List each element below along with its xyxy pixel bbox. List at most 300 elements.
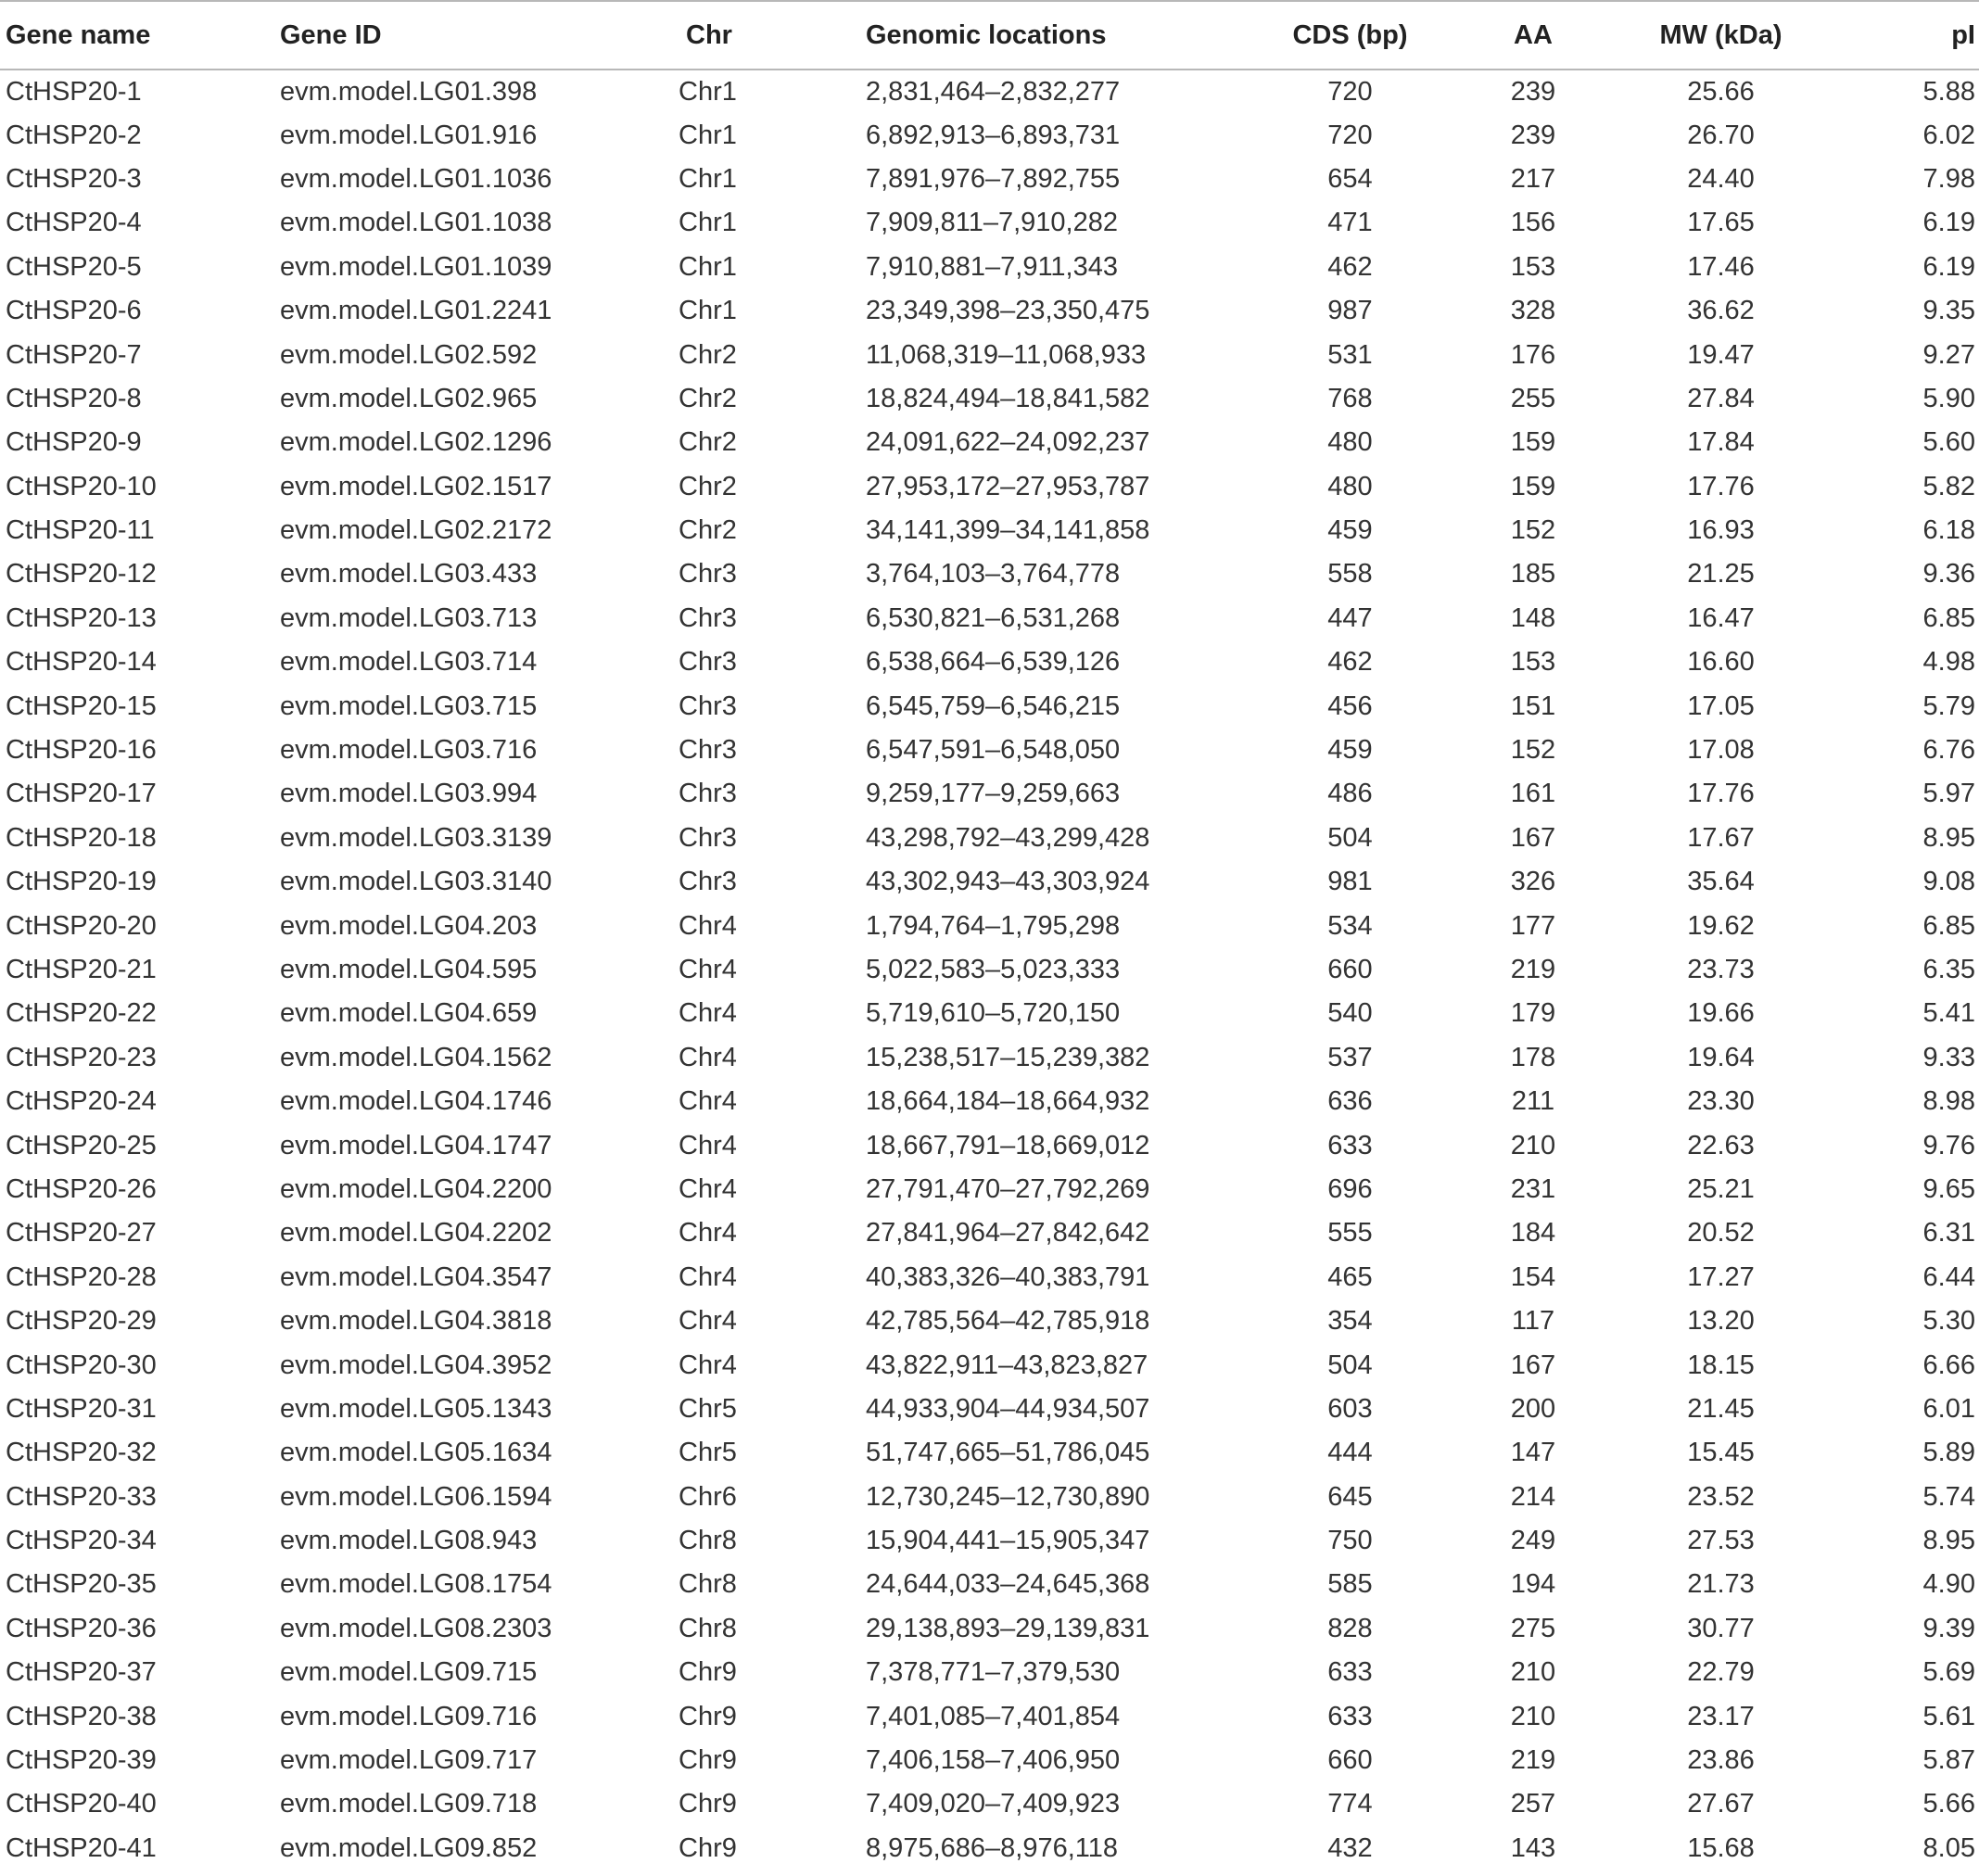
cell-gene-name: CtHSP20-33: [6, 1481, 157, 1512]
cell-gene-id: evm.model.LG04.1562: [280, 1042, 552, 1072]
cell-gene-name: CtHSP20-3: [6, 163, 142, 194]
header-row: [0, 1, 1979, 70]
cell-genomic-location: 40,383,326–40,383,791: [866, 1261, 1150, 1292]
table-row: [0, 333, 1979, 376]
cell-genomic-location: 7,401,085–7,401,854: [866, 1701, 1121, 1731]
header-chr: Chr: [686, 19, 732, 50]
cell-mw: 27.84: [1687, 383, 1755, 413]
cell-aa: 257: [1510, 1789, 1556, 1819]
cell-genomic-location: 7,378,771–7,379,530: [866, 1657, 1121, 1688]
cell-genomic-location: 6,545,759–6,546,215: [866, 691, 1121, 721]
cell-aa: 161: [1510, 779, 1556, 809]
table-row: [0, 1343, 1979, 1387]
cell-aa: 328: [1510, 296, 1556, 326]
cell-gene-id: evm.model.LG03.3139: [280, 822, 552, 853]
cell-gene-id: evm.model.LG02.592: [280, 339, 538, 370]
cell-gene-id: evm.model.LG01.1039: [280, 251, 552, 282]
cell-pi: 9.39: [1922, 1613, 1975, 1643]
cell-aa: 275: [1510, 1613, 1556, 1643]
cell-mw: 16.93: [1687, 515, 1755, 546]
cell-gene-id: evm.model.LG02.1517: [280, 471, 552, 501]
cell-genomic-location: 43,298,792–43,299,428: [866, 822, 1150, 853]
cell-chr: Chr4: [679, 1218, 737, 1249]
table-row: [0, 70, 1979, 113]
cell-pi: 9.36: [1922, 559, 1975, 589]
cell-aa: 177: [1510, 910, 1556, 941]
cell-gene-name: CtHSP20-11: [6, 515, 155, 546]
cell-chr: Chr9: [679, 1701, 737, 1731]
cell-mw: 22.79: [1687, 1657, 1755, 1688]
cell-gene-name: CtHSP20-9: [6, 427, 142, 458]
cell-mw: 17.46: [1687, 251, 1755, 282]
cell-pi: 5.88: [1922, 76, 1975, 107]
cell-gene-name: CtHSP20-40: [6, 1789, 157, 1819]
cell-genomic-location: 44,933,904–44,934,507: [866, 1393, 1150, 1424]
table-row: [0, 1256, 1979, 1299]
table-row: [0, 1211, 1979, 1255]
cell-gene-name: CtHSP20-18: [6, 822, 157, 853]
cell-mw: 21.73: [1687, 1569, 1755, 1600]
cell-gene-id: evm.model.LG01.1038: [280, 208, 552, 238]
cell-aa: 152: [1510, 515, 1556, 546]
cell-mw: 26.70: [1687, 120, 1755, 150]
table-row: [0, 113, 1979, 157]
cell-pi: 6.76: [1922, 735, 1975, 766]
cell-gene-id: evm.model.LG04.1747: [280, 1130, 552, 1160]
cell-pi: 6.85: [1922, 602, 1975, 633]
cell-mw: 22.63: [1687, 1130, 1755, 1160]
cell-genomic-location: 43,302,943–43,303,924: [866, 867, 1150, 897]
cell-gene-name: CtHSP20-12: [6, 559, 157, 589]
cell-gene-name: CtHSP20-21: [6, 955, 157, 984]
cell-mw: 17.65: [1687, 208, 1755, 238]
cell-mw: 17.08: [1687, 735, 1755, 766]
table-row: [0, 948, 1979, 992]
cell-chr: Chr4: [679, 1261, 737, 1292]
cell-pi: 6.66: [1922, 1350, 1975, 1380]
cell-genomic-location: 2,831,464–2,832,277: [866, 76, 1121, 107]
table-row: [0, 1827, 1979, 1870]
table-row: [0, 904, 1979, 947]
table-row: [0, 1782, 1979, 1826]
cell-gene-id: evm.model.LG04.1746: [280, 1086, 552, 1117]
cell-aa: 176: [1510, 339, 1556, 370]
table-row: [0, 246, 1979, 289]
cell-genomic-location: 5,719,610–5,720,150: [866, 998, 1121, 1029]
cell-genomic-location: 6,538,664–6,539,126: [866, 647, 1121, 678]
cell-mw: 17.27: [1687, 1261, 1755, 1292]
cell-gene-name: CtHSP20-26: [6, 1173, 157, 1204]
cell-genomic-location: 34,141,399–34,141,858: [866, 515, 1150, 546]
cell-pi: 5.61: [1922, 1701, 1975, 1731]
cell-pi: 5.74: [1922, 1481, 1975, 1512]
cell-chr: Chr3: [679, 647, 737, 678]
cell-gene-name: CtHSP20-34: [6, 1526, 157, 1556]
cell-mw: 27.67: [1687, 1789, 1755, 1819]
cell-chr: Chr9: [679, 1745, 737, 1776]
header-gene-id: Gene ID: [280, 19, 382, 50]
cell-cds: 465: [1327, 1261, 1373, 1292]
cell-genomic-location: 1,794,764–1,795,298: [866, 910, 1121, 941]
cell-genomic-location: 18,664,184–18,664,932: [866, 1086, 1150, 1117]
cell-mw: 25.21: [1687, 1173, 1755, 1204]
table-header: [0, 1, 1979, 70]
cell-chr: Chr4: [679, 1130, 737, 1160]
cell-gene-name: CtHSP20-27: [6, 1218, 157, 1249]
cell-gene-id: evm.model.LG01.2241: [280, 296, 552, 326]
cell-cds: 504: [1327, 1350, 1373, 1380]
table-row: [0, 1739, 1979, 1782]
cell-cds: 981: [1327, 867, 1373, 897]
cell-pi: 6.19: [1922, 251, 1975, 282]
cell-chr: Chr2: [679, 339, 737, 370]
cell-chr: Chr6: [679, 1481, 737, 1512]
cell-aa: 255: [1510, 383, 1556, 413]
header-pi: pI: [1951, 19, 1975, 50]
table-row: [0, 1388, 1979, 1431]
cell-cds: 480: [1327, 427, 1373, 458]
cell-aa: 194: [1510, 1569, 1556, 1600]
cell-genomic-location: 15,238,517–15,239,382: [866, 1042, 1150, 1072]
cell-aa: 239: [1510, 76, 1556, 107]
cell-mw: 15.68: [1687, 1832, 1755, 1863]
cell-pi: 7.98: [1922, 163, 1975, 194]
cell-aa: 184: [1510, 1218, 1556, 1249]
table-row: [0, 1519, 1979, 1563]
cell-pi: 5.69: [1922, 1657, 1975, 1688]
cell-pi: 5.79: [1922, 691, 1975, 721]
cell-gene-name: CtHSP20-31: [6, 1393, 157, 1424]
cell-pi: 9.27: [1922, 339, 1975, 370]
cell-chr: Chr3: [679, 602, 737, 633]
cell-cds: 750: [1327, 1526, 1373, 1556]
cell-cds: 462: [1327, 647, 1373, 678]
cell-cds: 534: [1327, 910, 1373, 941]
cell-cds: 633: [1327, 1130, 1373, 1160]
cell-genomic-location: 7,909,811–7,910,282: [866, 208, 1119, 238]
cell-chr: Chr4: [679, 910, 737, 941]
cell-gene-id: evm.model.LG04.3547: [280, 1261, 552, 1292]
cell-cds: 603: [1327, 1393, 1373, 1424]
cell-mw: 20.52: [1687, 1218, 1755, 1249]
cell-aa: 211: [1511, 1086, 1555, 1117]
cell-pi: 9.33: [1922, 1042, 1975, 1072]
cell-genomic-location: 7,891,976–7,892,755: [866, 163, 1121, 194]
cell-pi: 5.82: [1922, 471, 1975, 501]
cell-genomic-location: 7,409,020–7,409,923: [866, 1789, 1121, 1819]
cell-cds: 633: [1327, 1657, 1373, 1688]
cell-gene-name: CtHSP20-13: [6, 602, 157, 633]
cell-gene-id: evm.model.LG03.433: [280, 559, 538, 589]
table-row: [0, 509, 1979, 552]
cell-mw: 17.84: [1687, 427, 1755, 458]
table-row: [0, 1431, 1979, 1475]
cell-genomic-location: 24,091,622–24,092,237: [866, 427, 1150, 458]
cell-gene-name: CtHSP20-5: [6, 251, 142, 282]
table-row: [0, 684, 1979, 728]
table-row: [0, 1694, 1979, 1738]
cell-gene-name: CtHSP20-41: [6, 1832, 157, 1863]
cell-chr: Chr4: [679, 1350, 737, 1380]
cell-gene-id: evm.model.LG04.659: [280, 998, 538, 1029]
cell-gene-name: CtHSP20-22: [6, 998, 157, 1029]
cell-aa: 210: [1510, 1130, 1556, 1160]
cell-aa: 167: [1510, 822, 1556, 853]
cell-aa: 167: [1510, 1350, 1556, 1380]
cell-mw: 35.64: [1687, 867, 1755, 897]
cell-cds: 720: [1327, 120, 1373, 150]
cell-cds: 471: [1327, 208, 1373, 238]
cell-aa: 151: [1510, 691, 1556, 721]
cell-gene-name: CtHSP20-8: [6, 383, 142, 413]
cell-chr: Chr3: [679, 867, 737, 897]
cell-mw: 27.53: [1687, 1526, 1755, 1556]
cell-pi: 8.98: [1922, 1086, 1975, 1117]
cell-chr: Chr3: [679, 559, 737, 589]
cell-mw: 18.15: [1687, 1350, 1755, 1380]
cell-chr: Chr4: [679, 1173, 737, 1204]
cell-genomic-location: 27,791,470–27,792,269: [866, 1173, 1150, 1204]
cell-chr: Chr1: [679, 296, 737, 326]
cell-genomic-location: 23,349,398–23,350,475: [866, 296, 1150, 326]
cell-chr: Chr9: [679, 1789, 737, 1819]
cell-aa: 147: [1510, 1438, 1556, 1468]
header-gene-name: Gene name: [6, 19, 151, 50]
cell-aa: 249: [1510, 1526, 1556, 1556]
cell-cds: 459: [1327, 515, 1373, 546]
header-mw: MW (kDa): [1659, 19, 1782, 50]
cell-mw: 25.66: [1687, 76, 1755, 107]
cell-cds: 504: [1327, 822, 1373, 853]
cell-genomic-location: 51,747,665–51,786,045: [866, 1438, 1150, 1468]
cell-aa: 154: [1510, 1261, 1556, 1292]
cell-pi: 9.65: [1922, 1173, 1975, 1204]
cell-genomic-location: 15,904,441–15,905,347: [866, 1526, 1150, 1556]
cell-gene-id: evm.model.LG04.2202: [280, 1218, 552, 1249]
table-row: [0, 860, 1979, 904]
cell-gene-name: CtHSP20-32: [6, 1438, 157, 1468]
cell-mw: 36.62: [1687, 296, 1755, 326]
table-row: [0, 552, 1979, 596]
cell-chr: Chr8: [679, 1569, 737, 1600]
cell-cds: 444: [1327, 1438, 1373, 1468]
cell-aa: 210: [1510, 1701, 1556, 1731]
cell-gene-id: evm.model.LG01.916: [280, 120, 538, 150]
table-row: [0, 597, 1979, 640]
cell-mw: 19.66: [1687, 998, 1755, 1029]
cell-gene-id: evm.model.LG08.943: [280, 1526, 538, 1556]
cell-mw: 23.30: [1687, 1086, 1755, 1117]
cell-gene-name: CtHSP20-39: [6, 1745, 157, 1776]
cell-pi: 5.89: [1922, 1438, 1975, 1468]
cell-gene-name: CtHSP20-24: [6, 1086, 157, 1117]
cell-gene-name: CtHSP20-15: [6, 691, 157, 721]
table-row: [0, 640, 1979, 684]
table-body: [0, 70, 1979, 1870]
cell-gene-id: evm.model.LG08.1754: [280, 1569, 552, 1600]
cell-cds: 987: [1327, 296, 1373, 326]
cell-cds: 660: [1327, 1745, 1373, 1776]
cell-pi: 5.30: [1922, 1306, 1975, 1337]
cell-gene-id: evm.model.LG04.3952: [280, 1350, 552, 1380]
cell-cds: 432: [1327, 1832, 1373, 1863]
cell-chr: Chr4: [679, 1042, 737, 1072]
cell-pi: 8.05: [1922, 1832, 1975, 1863]
cell-gene-id: evm.model.LG03.994: [280, 779, 538, 809]
cell-mw: 16.47: [1687, 602, 1755, 633]
table-row: [0, 772, 1979, 816]
cell-genomic-location: 3,764,103–3,764,778: [866, 559, 1121, 589]
table-row: [0, 421, 1979, 464]
cell-pi: 6.19: [1922, 208, 1975, 238]
cell-pi: 6.02: [1922, 120, 1975, 150]
cell-chr: Chr4: [679, 955, 737, 984]
cell-gene-name: CtHSP20-29: [6, 1306, 157, 1337]
cell-chr: Chr3: [679, 822, 737, 853]
cell-mw: 13.20: [1687, 1306, 1755, 1337]
cell-cds: 654: [1327, 163, 1373, 194]
cell-gene-name: CtHSP20-17: [6, 779, 157, 809]
cell-gene-id: evm.model.LG09.717: [280, 1745, 538, 1776]
cell-genomic-location: 9,259,177–9,259,663: [866, 779, 1121, 809]
cell-chr: Chr2: [679, 427, 737, 458]
cell-aa: 231: [1510, 1173, 1556, 1204]
cell-gene-id: evm.model.LG04.595: [280, 955, 538, 984]
cell-cds: 558: [1327, 559, 1373, 589]
cell-mw: 21.45: [1687, 1393, 1755, 1424]
cell-aa: 152: [1510, 735, 1556, 766]
cell-cds: 354: [1327, 1306, 1373, 1337]
table-row: [0, 1299, 1979, 1343]
table-row: [0, 1651, 1979, 1694]
table-row: [0, 729, 1979, 772]
cell-gene-id: evm.model.LG09.852: [280, 1832, 538, 1863]
cell-cds: 555: [1327, 1218, 1373, 1249]
cell-gene-name: CtHSP20-20: [6, 910, 157, 941]
cell-aa: 179: [1510, 998, 1556, 1029]
cell-pi: 6.85: [1922, 910, 1975, 941]
cell-gene-id: evm.model.LG08.2303: [280, 1613, 552, 1643]
cell-gene-id: evm.model.LG03.715: [280, 691, 538, 721]
cell-aa: 148: [1510, 602, 1556, 633]
cell-chr: Chr9: [679, 1832, 737, 1863]
cell-chr: Chr5: [679, 1438, 737, 1468]
cell-pi: 5.97: [1922, 779, 1975, 809]
cell-cds: 540: [1327, 998, 1373, 1029]
cell-cds: 462: [1327, 251, 1373, 282]
cell-cds: 696: [1327, 1173, 1373, 1204]
cell-gene-name: CtHSP20-6: [6, 296, 142, 326]
cell-cds: 447: [1327, 602, 1373, 633]
cell-aa: 159: [1510, 427, 1556, 458]
cell-mw: 15.45: [1687, 1438, 1755, 1468]
cell-aa: 159: [1510, 471, 1556, 501]
cell-aa: 143: [1510, 1832, 1556, 1863]
cell-chr: Chr4: [679, 998, 737, 1029]
table-row: [0, 1123, 1979, 1167]
cell-gene-id: evm.model.LG09.716: [280, 1701, 538, 1731]
cell-aa: 219: [1510, 1745, 1556, 1776]
cell-gene-id: evm.model.LG03.716: [280, 735, 538, 766]
cell-gene-id: evm.model.LG05.1343: [280, 1393, 552, 1424]
cell-gene-name: CtHSP20-37: [6, 1657, 157, 1688]
cell-gene-name: CtHSP20-1: [6, 76, 142, 107]
cell-pi: 6.31: [1922, 1218, 1975, 1249]
table-row: [0, 1563, 1979, 1606]
cell-mw: 23.17: [1687, 1701, 1755, 1731]
cell-gene-id: evm.model.LG09.718: [280, 1789, 538, 1819]
cell-gene-name: CtHSP20-28: [6, 1261, 157, 1292]
cell-gene-name: CtHSP20-16: [6, 735, 157, 766]
table-row: [0, 1036, 1979, 1080]
header-genomic-locations: Genomic locations: [866, 19, 1107, 50]
cell-mw: 21.25: [1687, 559, 1755, 589]
cell-cds: 774: [1327, 1789, 1373, 1819]
cell-cds: 459: [1327, 735, 1373, 766]
cell-aa: 326: [1510, 867, 1556, 897]
cell-genomic-location: 43,822,911–43,823,827: [866, 1350, 1148, 1380]
cell-pi: 6.35: [1922, 955, 1975, 984]
cell-pi: 8.95: [1922, 822, 1975, 853]
cell-cds: 828: [1327, 1613, 1373, 1643]
cell-cds: 486: [1327, 779, 1373, 809]
cell-pi: 5.90: [1922, 383, 1975, 413]
cell-genomic-location: 29,138,893–29,139,831: [866, 1613, 1150, 1643]
cell-chr: Chr8: [679, 1526, 737, 1556]
cell-genomic-location: 24,644,033–24,645,368: [866, 1569, 1150, 1600]
cell-gene-id: evm.model.LG03.3140: [280, 867, 552, 897]
cell-chr: Chr1: [679, 163, 737, 194]
cell-genomic-location: 7,910,881–7,911,343: [866, 251, 1119, 282]
cell-chr: Chr4: [679, 1086, 737, 1117]
cell-gene-id: evm.model.LG06.1594: [280, 1481, 552, 1512]
cell-genomic-location: 18,667,791–18,669,012: [866, 1130, 1150, 1160]
cell-mw: 23.73: [1687, 955, 1755, 984]
cell-genomic-location: 27,841,964–27,842,642: [866, 1218, 1150, 1249]
cell-aa: 156: [1510, 208, 1556, 238]
cell-gene-name: CtHSP20-7: [6, 339, 142, 370]
cell-genomic-location: 8,975,686–8,976,118: [866, 1832, 1119, 1863]
cell-chr: Chr8: [679, 1613, 737, 1643]
cell-mw: 16.60: [1687, 647, 1755, 678]
cell-cds: 531: [1327, 339, 1373, 370]
header-aa: AA: [1514, 19, 1553, 50]
cell-genomic-location: 27,953,172–27,953,787: [866, 471, 1150, 501]
cell-aa: 117: [1511, 1306, 1555, 1337]
cell-mw: 19.62: [1687, 910, 1755, 941]
cell-mw: 30.77: [1687, 1613, 1755, 1643]
cell-mw: 19.47: [1687, 339, 1755, 370]
cell-aa: 217: [1510, 163, 1556, 194]
cell-cds: 585: [1327, 1569, 1373, 1600]
cell-pi: 9.76: [1922, 1130, 1975, 1160]
cell-genomic-location: 6,530,821–6,531,268: [866, 602, 1121, 633]
cell-chr: Chr2: [679, 383, 737, 413]
cell-pi: 9.35: [1922, 296, 1975, 326]
cell-gene-name: CtHSP20-36: [6, 1613, 157, 1643]
cell-gene-id: evm.model.LG02.965: [280, 383, 538, 413]
cell-gene-name: CtHSP20-2: [6, 120, 142, 150]
cell-chr: Chr1: [679, 251, 737, 282]
cell-aa: 239: [1510, 120, 1556, 150]
cell-pi: 5.41: [1922, 998, 1975, 1029]
cell-aa: 214: [1510, 1481, 1556, 1512]
cell-genomic-location: 12,730,245–12,730,890: [866, 1481, 1150, 1512]
cell-chr: Chr9: [679, 1657, 737, 1688]
cell-mw: 23.86: [1687, 1745, 1755, 1776]
cell-cds: 480: [1327, 471, 1373, 501]
cell-mw: 24.40: [1687, 163, 1755, 194]
